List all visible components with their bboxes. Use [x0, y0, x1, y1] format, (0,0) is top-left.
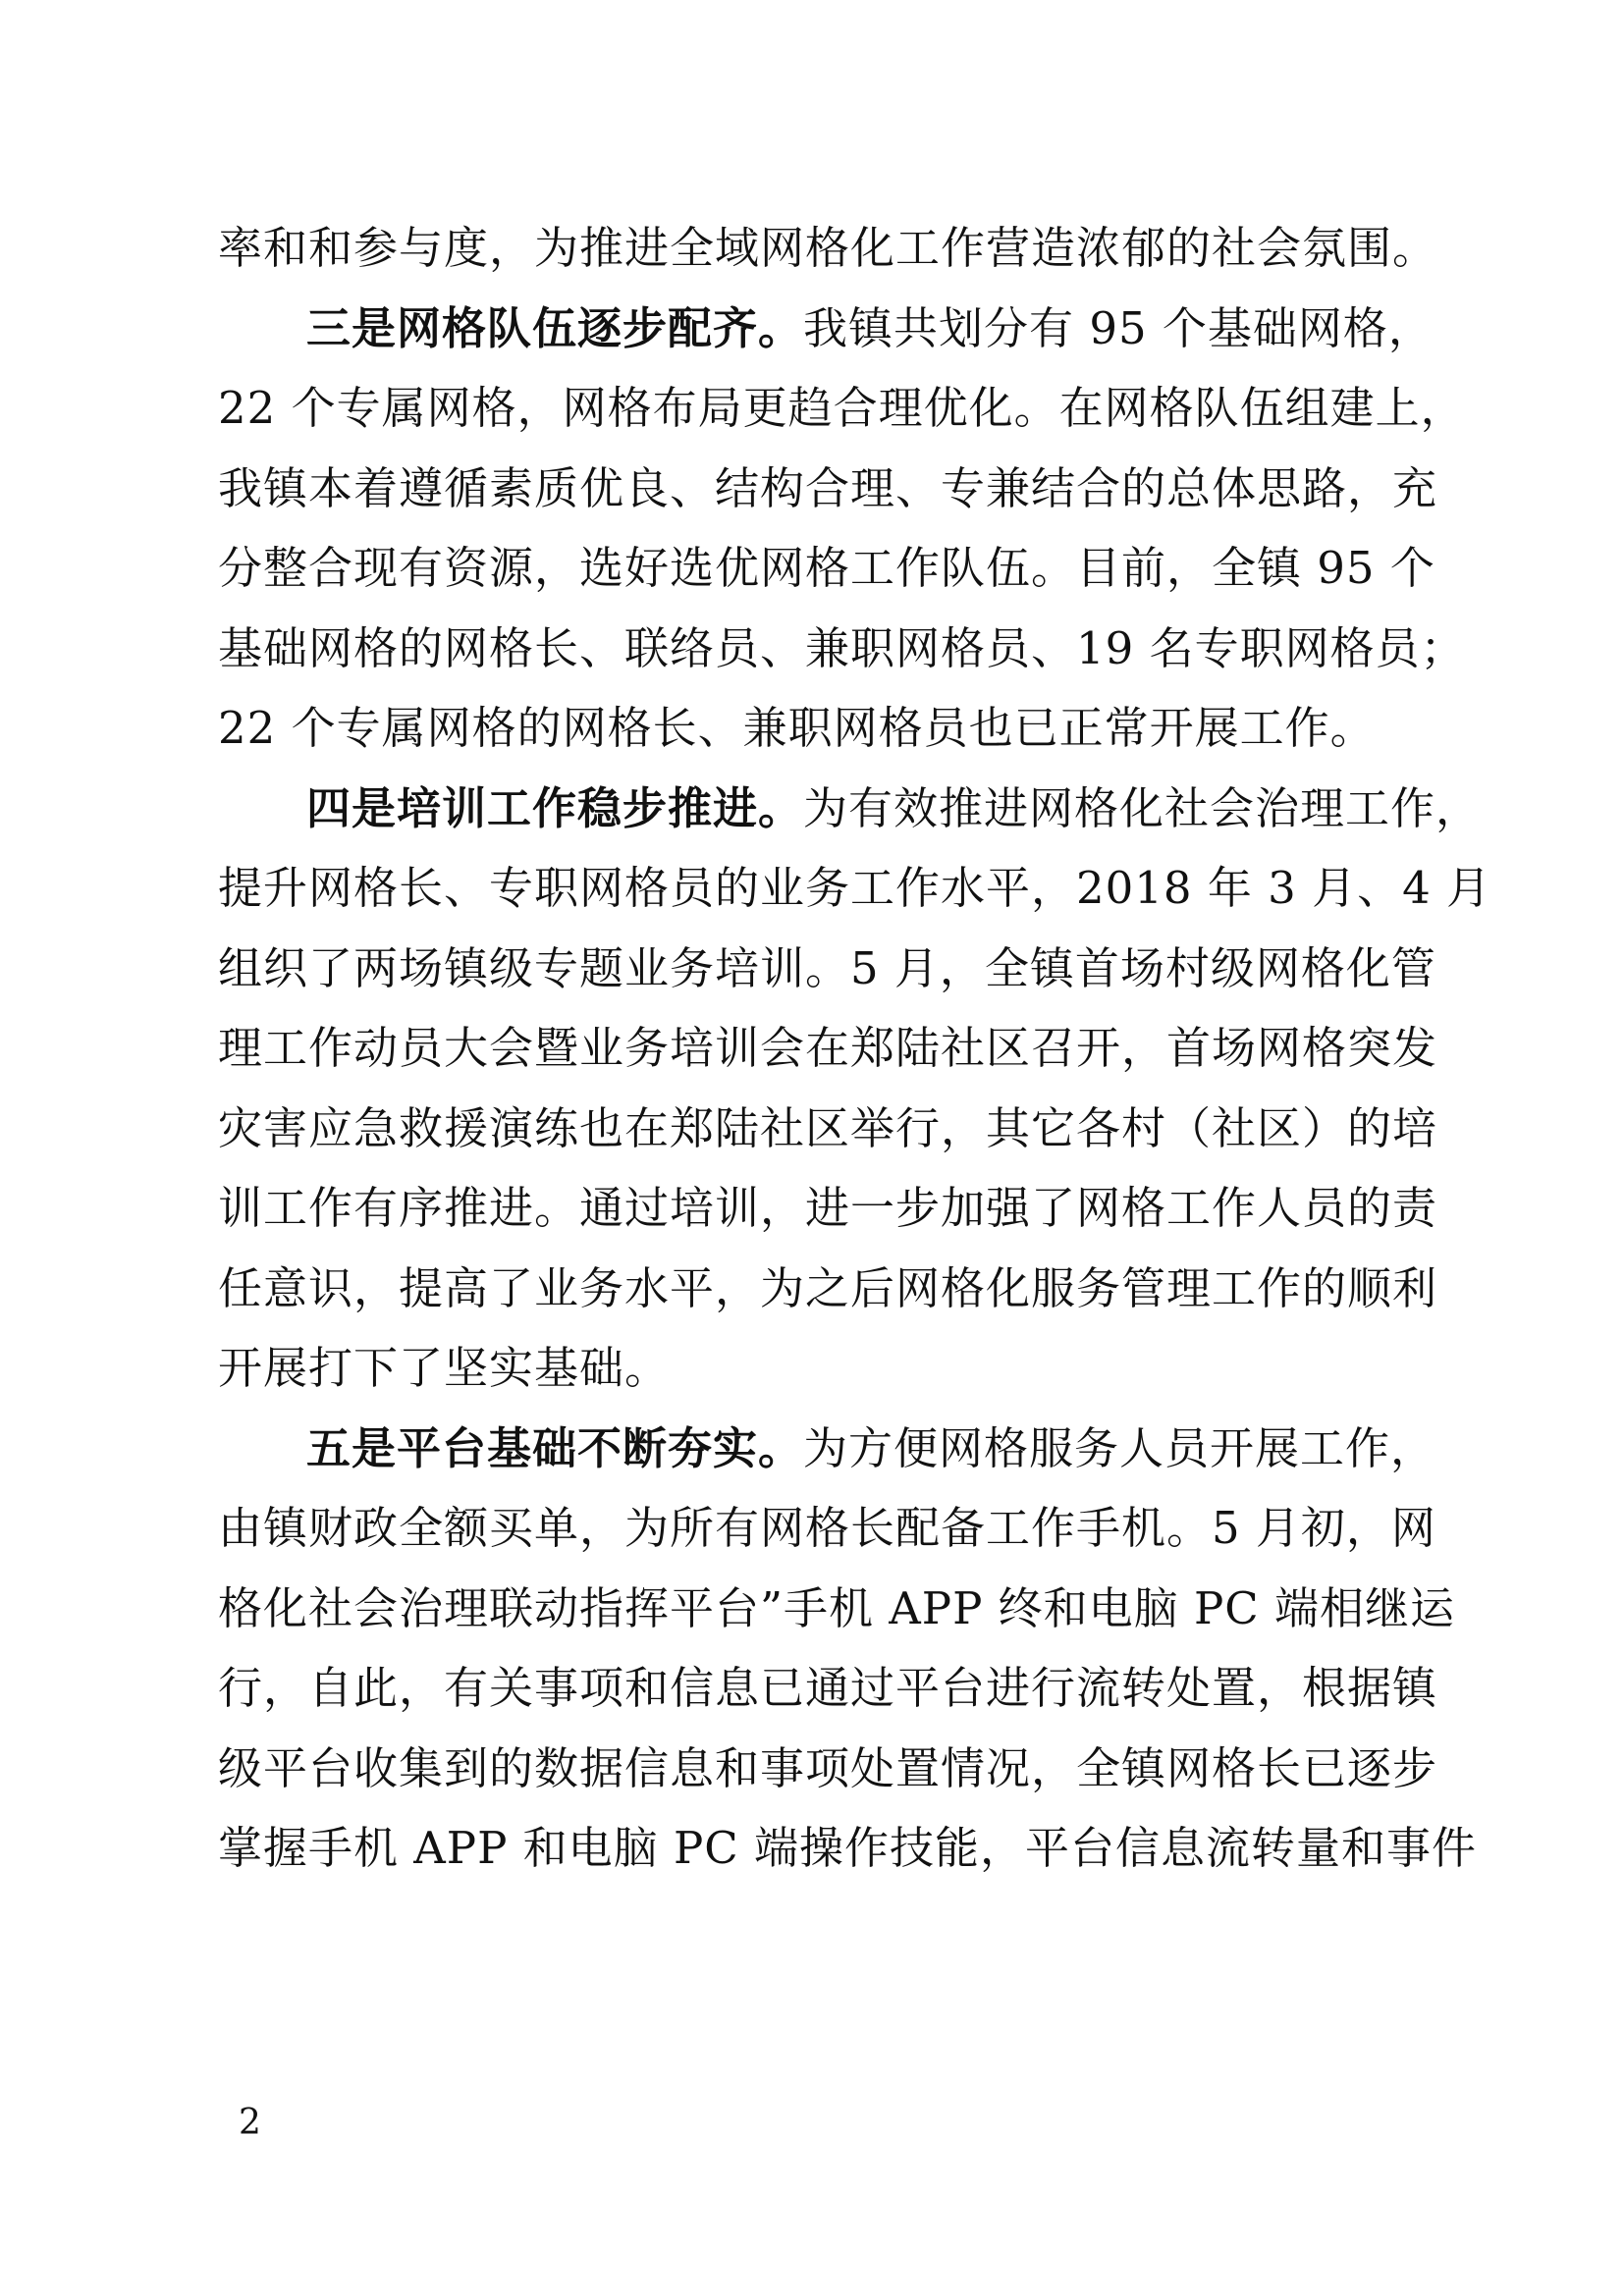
paragraph-lead-heading: 三是网格队伍逐步配齐。 — [306, 301, 804, 354]
paragraph-text: 为方便网格服务人员开展工作， — [803, 1421, 1436, 1474]
paragraph-line: 级平台收集到的数据信息和事项处置情况，全镇网格长已逐步 — [218, 1741, 1438, 1794]
paragraph-line: 格化社会治理联动指挥平台”手机 APP 终和电脑 PC 端相继运 — [218, 1581, 1455, 1634]
paragraph-line: 基础网格的网格长、联络员、兼职网格员、19 名专职网格员； — [218, 621, 1466, 674]
paragraph-line: 组织了两场镇级专题业务培训。5 月，全镇首场村级网格化管 — [218, 941, 1436, 994]
paragraph-line: 任意识，提高了业务水平，为之后网格化服务管理工作的顺利 — [218, 1261, 1438, 1314]
paragraph-line: 由镇财政全额买单，为所有网格长配备工作手机。5 月初，网 — [218, 1502, 1436, 1554]
paragraph-line: 灾害应急救援演练也在郑陆社区举行，其它各村（社区）的培 — [218, 1101, 1438, 1154]
paragraph-lead-heading: 四是培训工作稳步推进。 — [306, 781, 804, 834]
paragraph-text: 为有效推进网格化社会治理工作， — [803, 781, 1482, 834]
paragraph-line: 分整合现有资源，选好选优网格工作队伍。目前，全镇 95 个 — [218, 542, 1435, 594]
paragraph-line: 理工作动员大会暨业务培训会在郑陆社区召开，首场网格突发 — [218, 1022, 1438, 1074]
paragraph-line: 掌握手机 APP 和电脑 PC 端操作技能，平台信息流转量和事件 — [218, 1822, 1477, 1874]
paragraph-lead-heading: 五是平台基础不断夯实。 — [306, 1421, 804, 1474]
paragraph-first-line — [218, 1409, 1436, 1489]
document-body — [218, 208, 1492, 1889]
paragraph-line: 行，自此，有关事项和信息已通过平台进行流转处置，根据镇 — [218, 1662, 1438, 1714]
page-number: 2 — [239, 2103, 261, 2143]
paragraph-first-line — [218, 769, 1482, 849]
paragraph-line: 训工作有序推进。通过培训，进一步加强了网格工作人员的责 — [218, 1182, 1438, 1234]
paragraph-continuation-line: 率和和参与度，为推进全域网格化工作营造浓郁的社会氛围。 — [218, 222, 1438, 274]
paragraph-line: 22 个专属网格的网格长、兼职网格员也已正常开展工作。 — [218, 702, 1376, 754]
paragraph-line: 22 个专属网格，网格布局更趋合理优化。在网格队伍组建上， — [218, 382, 1466, 434]
paragraph-line: 提升网格长、专职网格员的业务工作水平，2018 年 3 月、4 月 — [218, 862, 1492, 914]
paragraph-text: 我镇共划分有 95 个基础网格， — [803, 301, 1434, 354]
paragraph-line: 我镇本着遵循素质优良、结构合理、专兼结合的总体思路，充 — [218, 461, 1438, 514]
paragraph-line: 开展打下了坚实基础。 — [218, 1342, 671, 1394]
paragraph-first-line — [218, 289, 1434, 369]
